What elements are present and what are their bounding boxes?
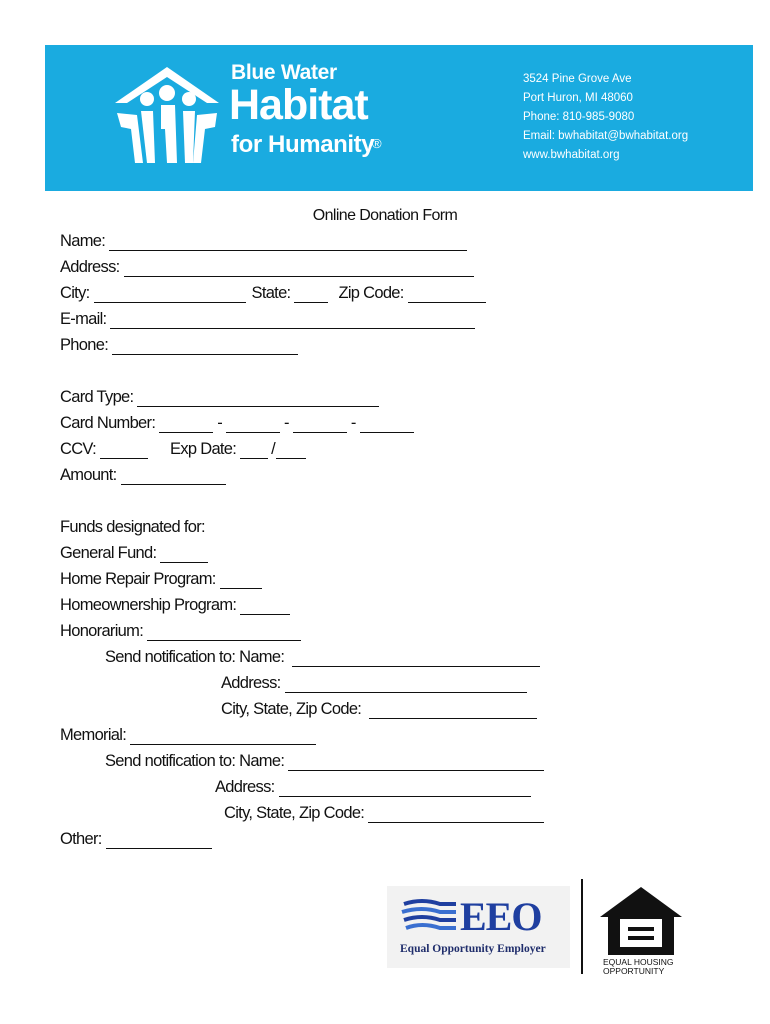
general-fund-row [60, 544, 208, 563]
address-field[interactable] [124, 259, 474, 277]
card-number-label: Card Number: [60, 414, 156, 432]
card-type-row [60, 388, 379, 407]
honorarium-notify-name-label: Send notification to: Name: [105, 648, 285, 666]
honorarium-notify-address-field[interactable] [285, 675, 527, 693]
name-label: Name: [60, 232, 106, 250]
logo-for-humanity-text: for Humanity [231, 131, 375, 158]
phone-field[interactable] [112, 337, 298, 355]
other-field[interactable] [106, 831, 212, 849]
honorarium-label: Honorarium: [60, 622, 144, 640]
honorarium-field[interactable] [147, 623, 301, 641]
home-repair-label: Home Repair Program: [60, 570, 216, 588]
homeownership-row [60, 596, 290, 615]
honorarium-notify-csz-field[interactable] [369, 701, 537, 719]
other-label: Other: [60, 830, 102, 848]
general-fund-label: General Fund: [60, 544, 157, 562]
eeo-logo-text: EEO [460, 894, 542, 939]
other-row [60, 830, 212, 849]
card-number-field-3[interactable] [293, 415, 347, 433]
card-number-dash-2: - [284, 414, 289, 432]
card-number-dash-3: - [350, 414, 356, 432]
memorial-notify-address-field[interactable] [279, 779, 531, 797]
equal-housing-caption [603, 958, 674, 976]
ccv-exp-row [60, 440, 306, 459]
memorial-row [60, 726, 316, 745]
honorarium-notify-address-label: Address: [221, 674, 281, 692]
card-type-field[interactable] [137, 389, 379, 407]
honorarium-row [60, 622, 301, 641]
exp-date-slash: / [271, 440, 276, 458]
memorial-notify-address-row [215, 778, 531, 797]
eeo-flag-icon [400, 898, 458, 938]
zip-field[interactable] [408, 285, 486, 303]
memorial-notify-name-field[interactable] [288, 753, 544, 771]
memorial-notify-csz-label: City, State, Zip Code: [224, 804, 365, 822]
amount-label: Amount: [60, 466, 117, 484]
footer-divider [581, 879, 583, 974]
ccv-field[interactable] [100, 441, 148, 459]
contact-info [523, 70, 688, 165]
memorial-notify-csz-row [224, 804, 544, 823]
funds-designated-label: Funds designated for: [60, 518, 205, 536]
honorarium-notify-csz-row [221, 700, 537, 719]
honorarium-notify-name-row [105, 648, 540, 667]
city-state-zip-row [60, 284, 486, 303]
card-number-field-1[interactable] [159, 415, 213, 433]
general-fund-field[interactable] [160, 545, 208, 563]
homeownership-field[interactable] [240, 597, 290, 615]
amount-field[interactable] [121, 467, 226, 485]
card-number-field-4[interactable] [360, 415, 414, 433]
equal-housing-house-icon [598, 885, 684, 957]
header-banner [45, 45, 753, 191]
city-label: City: [60, 284, 90, 302]
city-field[interactable] [94, 285, 246, 303]
name-field[interactable] [109, 233, 467, 251]
honorarium-notify-name-field[interactable] [292, 649, 540, 667]
equal-housing-line1: EQUAL HOUSING [603, 957, 674, 967]
home-repair-field[interactable] [220, 571, 262, 589]
email-row [60, 310, 475, 329]
phone-label: Phone: [60, 336, 109, 354]
contact-phone: Phone: 810-985-9080 [523, 111, 635, 123]
name-row [60, 232, 467, 251]
exp-month-field[interactable] [240, 441, 268, 459]
exp-date-label: Exp Date: [170, 440, 237, 458]
equal-housing-line2: OPPORTUNITY [603, 966, 665, 976]
registered-mark: ® [372, 136, 382, 151]
memorial-notify-address-label: Address: [215, 778, 275, 796]
habitat-house-logo-icon [107, 63, 227, 173]
address-row [60, 258, 474, 277]
home-repair-row [60, 570, 262, 589]
contact-address-line2: Port Huron, MI 48060 [523, 92, 633, 104]
funds-designated-row [60, 518, 205, 537]
exp-year-field[interactable] [276, 441, 306, 459]
card-type-label: Card Type: [60, 388, 134, 406]
eeo-caption: Equal Opportunity Employer [400, 943, 546, 955]
homeownership-label: Homeownership Program: [60, 596, 237, 614]
phone-row [60, 336, 298, 355]
amount-row [60, 466, 226, 485]
address-label: Address: [60, 258, 120, 276]
contact-address-line1: 3524 Pine Grove Ave [523, 73, 632, 85]
form-title: Online Donation Form [312, 207, 458, 224]
logo-blue-water-text: Blue Water [231, 61, 337, 84]
card-number-field-2[interactable] [226, 415, 280, 433]
logo-habitat-text: Habitat [229, 81, 368, 129]
state-field[interactable] [294, 285, 328, 303]
card-number-row [60, 414, 414, 433]
email-field[interactable] [110, 311, 475, 329]
zip-label: Zip Code: [338, 284, 404, 302]
memorial-notify-name-row [105, 752, 544, 771]
memorial-field[interactable] [130, 727, 316, 745]
honorarium-notify-csz-label: City, State, Zip Code: [221, 700, 362, 718]
contact-website: www.bwhabitat.org [523, 149, 620, 161]
memorial-label: Memorial: [60, 726, 127, 744]
card-number-dash-1: - [217, 414, 223, 432]
state-label: State: [251, 284, 291, 302]
contact-email: Email: bwhabitat@bwhabitat.org [523, 130, 689, 142]
honorarium-notify-address-row [221, 674, 527, 693]
memorial-notify-name-label: Send notification to: Name: [105, 752, 285, 770]
memorial-notify-csz-field[interactable] [368, 805, 544, 823]
ccv-label: CCV: [60, 440, 97, 458]
email-label: E-mail: [60, 310, 107, 328]
